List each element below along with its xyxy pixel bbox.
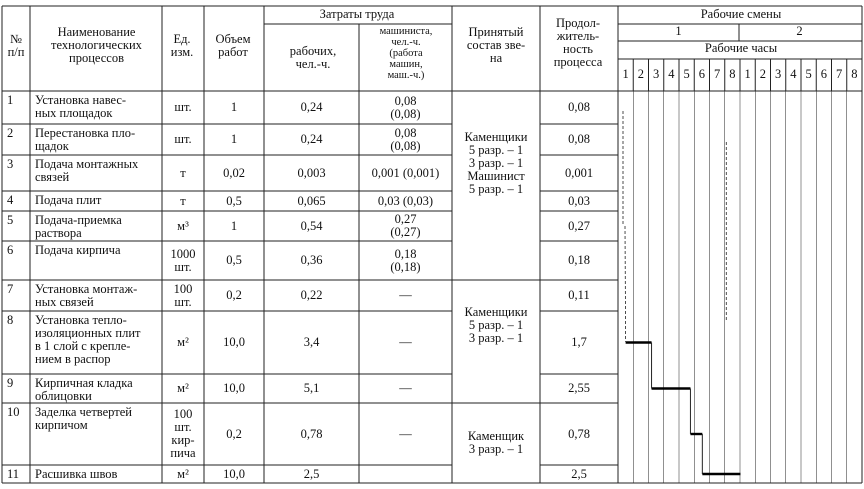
header-work-shifts: Рабочие смены [700,7,782,21]
row-number: 6 [7,243,14,257]
row-process-name: Подача монтажных связей [35,157,139,184]
row-unit: 100 шт. кир- пича [170,407,196,460]
row-volume: 1 [230,218,238,233]
row-process-name: Установка навес- ных площадок [35,93,127,120]
row-worker-hours: 0,54 [300,218,323,233]
header-number: № п/п [7,32,25,59]
row-number: 9 [7,376,14,390]
row-duration: 0,78 [568,426,590,441]
row-worker-hours: 0,78 [300,426,323,441]
header-shift-2: 2 [796,24,803,38]
row-volume: 0,2 [226,426,242,441]
row-number: 7 [7,282,14,296]
row-volume: 0,02 [223,165,245,180]
row-duration: 0,27 [568,218,590,233]
row-machinist-hours: 0,001 (0,001) [371,165,440,180]
row-unit: м² [177,381,189,395]
hour-label: 1 [744,67,751,81]
row-worker-hours: 0,22 [300,288,323,302]
hour-label: 8 [729,67,736,81]
row-duration: 1,7 [571,335,587,349]
row-process-name: Перестановка пло- щадок [35,126,136,153]
row-duration: 0,18 [568,253,590,267]
row-process-name: Подача плит [35,193,102,207]
row-volume: 10,0 [223,335,245,349]
header-unit: Ед. изм. [170,32,194,59]
row-process-name: Установка тепло- изоляционных плит в 1 слой с крепле- нием в распор [35,313,141,366]
header-volume: Объем работ [215,32,251,59]
row-worker-hours: 3,4 [303,335,320,349]
row-worker-hours: 0,36 [300,253,323,267]
row-process-name: Подача кирпича [35,243,121,257]
hour-label: 7 [836,67,843,81]
row-number: 4 [7,193,14,207]
row-worker-hours: 0,24 [300,100,323,114]
row-machinist-hours: — [399,288,412,302]
row-volume: 0,5 [226,253,242,267]
row-duration: 2,5 [571,466,587,481]
row-duration: 0,11 [568,288,590,302]
row-volume: 10,0 [223,466,245,481]
row-machinist-hours: 0,03 (0,03) [377,193,434,208]
hour-label: 3 [653,67,660,81]
header-shift-1: 1 [675,24,682,38]
header-labor-costs: Затраты труда [319,7,395,21]
row-process-name: Расшивка швов [35,467,118,481]
row-worker-hours: 0,24 [300,132,323,146]
header-crew: Принятый состав зве- на [466,25,526,65]
row-unit: шт. [174,100,192,114]
row-machinist-hours: 0,08 (0,08) [390,125,421,153]
row-machinist-hours: 0,27 (0,27) [390,212,421,239]
row-worker-hours: 0,003 [297,165,326,180]
row-number: 10 [7,405,20,419]
row-volume: 10,0 [223,381,245,395]
hour-label: 6 [698,67,705,81]
hour-label: 4 [790,67,797,81]
row-number: 8 [7,313,14,327]
header-process-name: Наименование технологических процессов [51,25,142,65]
crew-group-2: Каменщики 5 разр. – 1 3 разр. – 1 [464,305,528,345]
row-duration: 0,08 [568,132,590,146]
row-number: 11 [7,467,20,481]
row-worker-hours: 0,065 [297,193,326,208]
row-number: 5 [7,213,14,227]
crew-group-3: Каменщик 3 разр. – 1 [467,429,525,456]
row-volume: 0,5 [226,193,242,208]
row-unit: м² [177,466,189,481]
hour-label: 8 [851,67,858,81]
hour-label: 7 [714,67,721,81]
hour-label: 6 [820,67,827,81]
row-number: 2 [7,126,14,140]
row-unit: т [180,165,186,180]
row-volume: 1 [230,100,238,114]
hour-label: 5 [805,67,812,81]
gantt-dashed-link [625,226,626,342]
row-number: 3 [7,157,14,171]
row-unit: т [180,193,186,208]
row-duration: 0,001 [564,165,594,180]
hour-label: 2 [759,67,766,81]
row-volume: 1 [230,132,238,146]
header-work-hours: Рабочие часы [704,41,778,55]
row-unit: шт. [174,132,192,146]
row-process-name: Заделка четвертей кирпичом [35,405,132,432]
hour-label: 2 [637,67,644,81]
row-unit: м³ [177,218,189,233]
row-worker-hours: 5,1 [303,381,320,395]
row-duration: 0,03 [568,193,590,208]
header-workers: рабочих, чел.-ч. [289,44,337,71]
row-machinist-hours: 0,08 (0,08) [390,93,421,121]
row-machinist-hours: — [399,426,412,441]
row-unit: 100 шт. [173,281,193,309]
hour-label: 4 [668,67,675,81]
row-number: 1 [7,93,14,107]
row-process-name: Подача-приемка раствора [35,213,122,240]
row-duration: 2,55 [568,381,590,395]
row-volume: 0,2 [226,288,242,302]
row-machinist-hours: 0,18 (0,18) [390,246,421,274]
crew-group-1: Каменщики 5 разр. – 1 3 разр. – 1 Машинист 5 разр. – 1 [464,130,528,196]
header-machinist: машиниста, чел.-ч. (работа машин, маш.-ч.) [379,26,433,81]
row-machinist-hours: — [399,381,412,395]
row-process-name: Установка монтаж- ных связей [35,282,138,309]
row-unit: м² [177,335,189,349]
hour-label: 1 [622,67,629,81]
row-duration: 0,08 [568,100,590,114]
row-machinist-hours: — [399,335,412,349]
row-process-name: Кирпичная кладка облицовки [35,376,133,403]
row-unit: 1000 шт. [170,246,196,274]
hour-label: 3 [775,67,782,81]
header-duration: Продол- житель- ность процесса [553,16,603,69]
row-worker-hours: 2,5 [303,466,320,481]
hour-label: 5 [683,67,690,81]
